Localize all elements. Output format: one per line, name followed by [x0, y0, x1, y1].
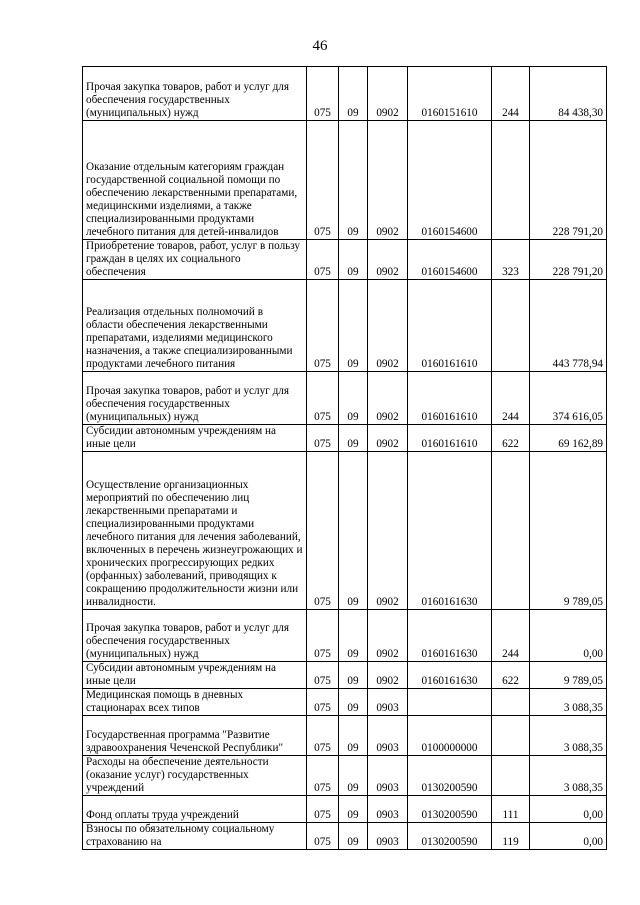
row-rz: 09: [339, 67, 368, 121]
row-cs: 0160161630: [408, 452, 492, 610]
row-cs: 0160161630: [408, 662, 492, 689]
row-rz: 09: [339, 452, 368, 610]
row-name: Приобретение товаров, работ, услуг в пользу граждан в целях их социального обеспечения: [83, 240, 307, 280]
row-name: Прочая закупка товаров, работ и услуг для обеспечения государственных (муниципальных) нужд: [83, 610, 307, 662]
table-row: [83, 372, 607, 425]
row-sum: 443 778,94: [530, 280, 607, 372]
row-vr: [492, 452, 530, 610]
row-sum: 9 789,05: [530, 452, 607, 610]
row-rz: 09: [339, 610, 368, 662]
row-rz: 09: [339, 823, 368, 850]
row-vr: [492, 280, 530, 372]
row-vr: [492, 716, 530, 756]
row-rz: 09: [339, 280, 368, 372]
table-row: [83, 425, 607, 452]
row-pr: 0902: [368, 425, 408, 452]
row-vr: [492, 689, 530, 716]
row-vr: 111: [492, 796, 530, 823]
row-sum: 374 616,05: [530, 372, 607, 425]
row-name: Фонд оплаты труда учреждений: [83, 796, 307, 823]
row-pr: 0902: [368, 452, 408, 610]
row-pr: 0902: [368, 121, 408, 240]
row-cs: [408, 689, 492, 716]
row-sum: 9 789,05: [530, 662, 607, 689]
row-gr: 075: [307, 716, 339, 756]
row-name: Медицинская помощь в дневных стационарах всех типов: [83, 689, 307, 716]
row-gr: 075: [307, 425, 339, 452]
row-cs: 0130200590: [408, 823, 492, 850]
table-row: [83, 823, 607, 850]
table-row: [83, 662, 607, 689]
table-row: [83, 452, 607, 610]
row-pr: 0902: [368, 372, 408, 425]
row-cs: 0160151610: [408, 67, 492, 121]
row-pr: 0903: [368, 716, 408, 756]
row-pr: 0902: [368, 280, 408, 372]
row-name: Прочая закупка товаров, работ и услуг для обеспечения государственных (муниципальных) нужд: [83, 67, 307, 121]
row-name: Субсидии автономным учреждениям на иные цели: [83, 662, 307, 689]
row-name: Реализация отдельных полномочий в области обеспечения лекарственными препаратами, изделиями медицинского назначения, а также специализированными продуктами лечебного питания: [83, 280, 307, 372]
row-pr: 0903: [368, 689, 408, 716]
row-sum: 0,00: [530, 610, 607, 662]
row-gr: 075: [307, 823, 339, 850]
table-row: [83, 121, 607, 240]
row-gr: 075: [307, 662, 339, 689]
row-pr: 0903: [368, 756, 408, 796]
page-number: 46: [312, 38, 328, 54]
row-rz: 09: [339, 756, 368, 796]
row-name: Осуществление организационных мероприятий по обеспечению лиц лекарственными препаратами и специализированными продуктами лечебного питания для лечения заболеваний, включенных в перечень жизнеугрожающих и хронических прогрессирующих редких (орфанных) заболеваний, приводящих к сокращению продолжительности жизни или инвалидности.: [83, 452, 307, 610]
row-vr: 622: [492, 662, 530, 689]
table-row: [83, 796, 607, 823]
row-sum: 228 791,20: [530, 240, 607, 280]
row-cs: 0130200590: [408, 756, 492, 796]
budget-table: [82, 66, 607, 850]
row-vr: [492, 756, 530, 796]
row-pr: 0902: [368, 67, 408, 121]
row-rz: 09: [339, 689, 368, 716]
row-gr: 075: [307, 796, 339, 823]
table-row: [83, 610, 607, 662]
row-gr: 075: [307, 121, 339, 240]
row-name: Государственная программа "Развитие здравоохранения Чеченской Республики": [83, 716, 307, 756]
row-sum: 3 088,35: [530, 689, 607, 716]
row-gr: 075: [307, 240, 339, 280]
row-rz: 09: [339, 716, 368, 756]
table-row: [83, 240, 607, 280]
row-gr: 075: [307, 67, 339, 121]
row-vr: 244: [492, 67, 530, 121]
table-row: [83, 280, 607, 372]
row-name: Оказание отдельным категориям граждан государственной социальной помощи по обеспечению лекарственными препаратами, медицинскими изделиями, а также специализированными продуктами лечебного питания для детей-инвалидов: [83, 121, 307, 240]
row-sum: 84 438,30: [530, 67, 607, 121]
row-gr: 075: [307, 452, 339, 610]
row-cs: 0160161610: [408, 372, 492, 425]
row-name: Субсидии автономным учреждениям на иные цели: [83, 425, 307, 452]
row-gr: 075: [307, 372, 339, 425]
row-gr: 075: [307, 610, 339, 662]
table-row: [83, 756, 607, 796]
row-cs: 0160161630: [408, 610, 492, 662]
row-pr: 0902: [368, 240, 408, 280]
row-sum: 228 791,20: [530, 121, 607, 240]
row-sum: 0,00: [530, 796, 607, 823]
row-rz: 09: [339, 662, 368, 689]
row-rz: 09: [339, 121, 368, 240]
table-row: [83, 716, 607, 756]
row-rz: 09: [339, 240, 368, 280]
row-sum: 3 088,35: [530, 756, 607, 796]
row-vr: 323: [492, 240, 530, 280]
row-rz: 09: [339, 372, 368, 425]
row-cs: 0160154600: [408, 240, 492, 280]
row-cs: 0160161610: [408, 425, 492, 452]
row-pr: 0903: [368, 823, 408, 850]
row-sum: 3 088,35: [530, 716, 607, 756]
row-sum: 69 162,89: [530, 425, 607, 452]
row-name: Расходы на обеспечение деятельности (оказание услуг) государственных учреждений: [83, 756, 307, 796]
row-cs: 0160154600: [408, 121, 492, 240]
row-vr: 244: [492, 610, 530, 662]
table-row: [83, 67, 607, 121]
table-row: [83, 689, 607, 716]
row-cs: 0160161610: [408, 280, 492, 372]
row-pr: 0903: [368, 796, 408, 823]
row-vr: 244: [492, 372, 530, 425]
row-sum: 0,00: [530, 823, 607, 850]
row-name: Прочая закупка товаров, работ и услуг для обеспечения государственных (муниципальных) нужд: [83, 372, 307, 425]
row-pr: 0902: [368, 662, 408, 689]
row-vr: [492, 121, 530, 240]
row-gr: 075: [307, 756, 339, 796]
row-gr: 075: [307, 280, 339, 372]
row-pr: 0902: [368, 610, 408, 662]
row-rz: 09: [339, 425, 368, 452]
row-name: Взносы по обязательному социальному страхованию на: [83, 823, 307, 850]
row-cs: 0100000000: [408, 716, 492, 756]
row-vr: 119: [492, 823, 530, 850]
row-gr: 075: [307, 689, 339, 716]
row-cs: 0130200590: [408, 796, 492, 823]
row-vr: 622: [492, 425, 530, 452]
row-rz: 09: [339, 796, 368, 823]
